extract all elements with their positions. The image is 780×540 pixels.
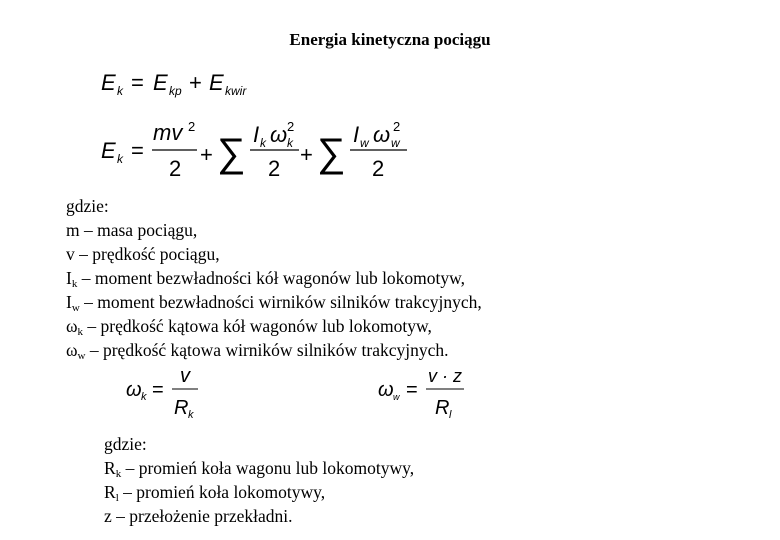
legend2-rl: $R_l$ – promień koła lokomotywy,	[104, 482, 326, 504]
eq3-lhs: ω	[126, 379, 142, 401]
eq2-plus1: +	[200, 142, 213, 167]
eq3-equals: =	[152, 379, 164, 401]
eq4-den: R	[435, 397, 450, 419]
eq4-lhs-sub: w	[393, 392, 400, 402]
legend-wk: $\omega_k$ – prędkość kątowa kół wagonów lub lokomotyw,	[66, 316, 432, 338]
eq1-term2-sub: kwir	[225, 84, 247, 98]
eq2-f3-I-sub: w	[360, 136, 369, 150]
equation-energy-full	[95, 118, 425, 183]
eq2-f3-omega-exp: 2	[393, 119, 401, 134]
eq3-den-sub: k	[188, 409, 194, 421]
eq2-f2-I: I	[253, 122, 260, 147]
legend-ww: $\omega_w$ – prędkość kątowa wirników silników trakcyjnych.	[66, 340, 449, 362]
eq1-term1-sub: kp	[169, 84, 182, 98]
legend2-z: z – przełożenie przekładni.	[104, 506, 293, 526]
eq2-f1-den: 2	[169, 156, 182, 181]
eq1-plus: +	[189, 70, 202, 95]
eq1-term1: E	[153, 70, 168, 95]
eq3-num: v	[180, 365, 190, 387]
legend-iw: $I_w$ – moment bezwładności wirników silników trakcyjnych,	[66, 292, 482, 314]
eq1-lhs: E	[101, 70, 116, 95]
eq3-den: R	[174, 397, 189, 419]
eq3-lhs-sub: k	[141, 391, 147, 403]
legend2-rk: $R_k$ – promień koła wagonu lub lokomotywy,	[104, 458, 415, 480]
eq2-f2-I-sub: k	[260, 136, 266, 150]
eq4-equals: =	[406, 379, 418, 401]
eq2-f3-omega-sub: w	[391, 136, 400, 150]
eq2-f3-omega: ω	[373, 122, 391, 147]
eq2-f1-exp: 2	[188, 119, 196, 134]
legend-v: v – prędkość pociągu,	[66, 244, 220, 264]
eq2-equals: =	[131, 138, 144, 163]
eq2-f2-den: 2	[268, 156, 281, 181]
eq2-f1-num: mv	[153, 120, 183, 145]
eq2-plus2: +	[300, 142, 313, 167]
equation-omega-w	[374, 362, 484, 422]
legend-m: m – masa pociągu,	[66, 220, 198, 240]
page-title: Energia kinetyczna pociągu	[289, 30, 491, 49]
eq2-lhs-sub: k	[117, 152, 123, 166]
eq2-f2-omega: ω	[270, 122, 288, 147]
legend2-header: gdzie:	[104, 434, 147, 454]
eq2-f3-den: 2	[372, 156, 385, 181]
equation-energy-sum	[95, 62, 295, 102]
legend-symbols	[66, 194, 482, 362]
eq2-f2-omega-sub: k	[287, 136, 293, 150]
eq4-den-sub: l	[449, 409, 452, 421]
eq2-f2-omega-exp: 2	[287, 119, 295, 134]
eq2-f3-I: I	[353, 122, 360, 147]
legend-ik: $I_k$ – moment bezwładności kół wagonów lub lokomotyw,	[66, 268, 466, 290]
eq1-term2: E	[209, 70, 224, 95]
eq4-num: v · z	[428, 366, 462, 386]
eq2-sum2: ∑	[317, 131, 346, 175]
eq2-sum1: ∑	[217, 131, 246, 175]
legend-radius	[104, 432, 414, 528]
eq4-lhs: ω	[378, 379, 394, 401]
eq1-equals: =	[131, 70, 144, 95]
legend-header: gdzie:	[66, 196, 109, 216]
eq2-lhs: E	[101, 138, 116, 163]
eq1-lhs-sub: k	[117, 84, 123, 98]
equation-omega-k	[122, 362, 222, 422]
